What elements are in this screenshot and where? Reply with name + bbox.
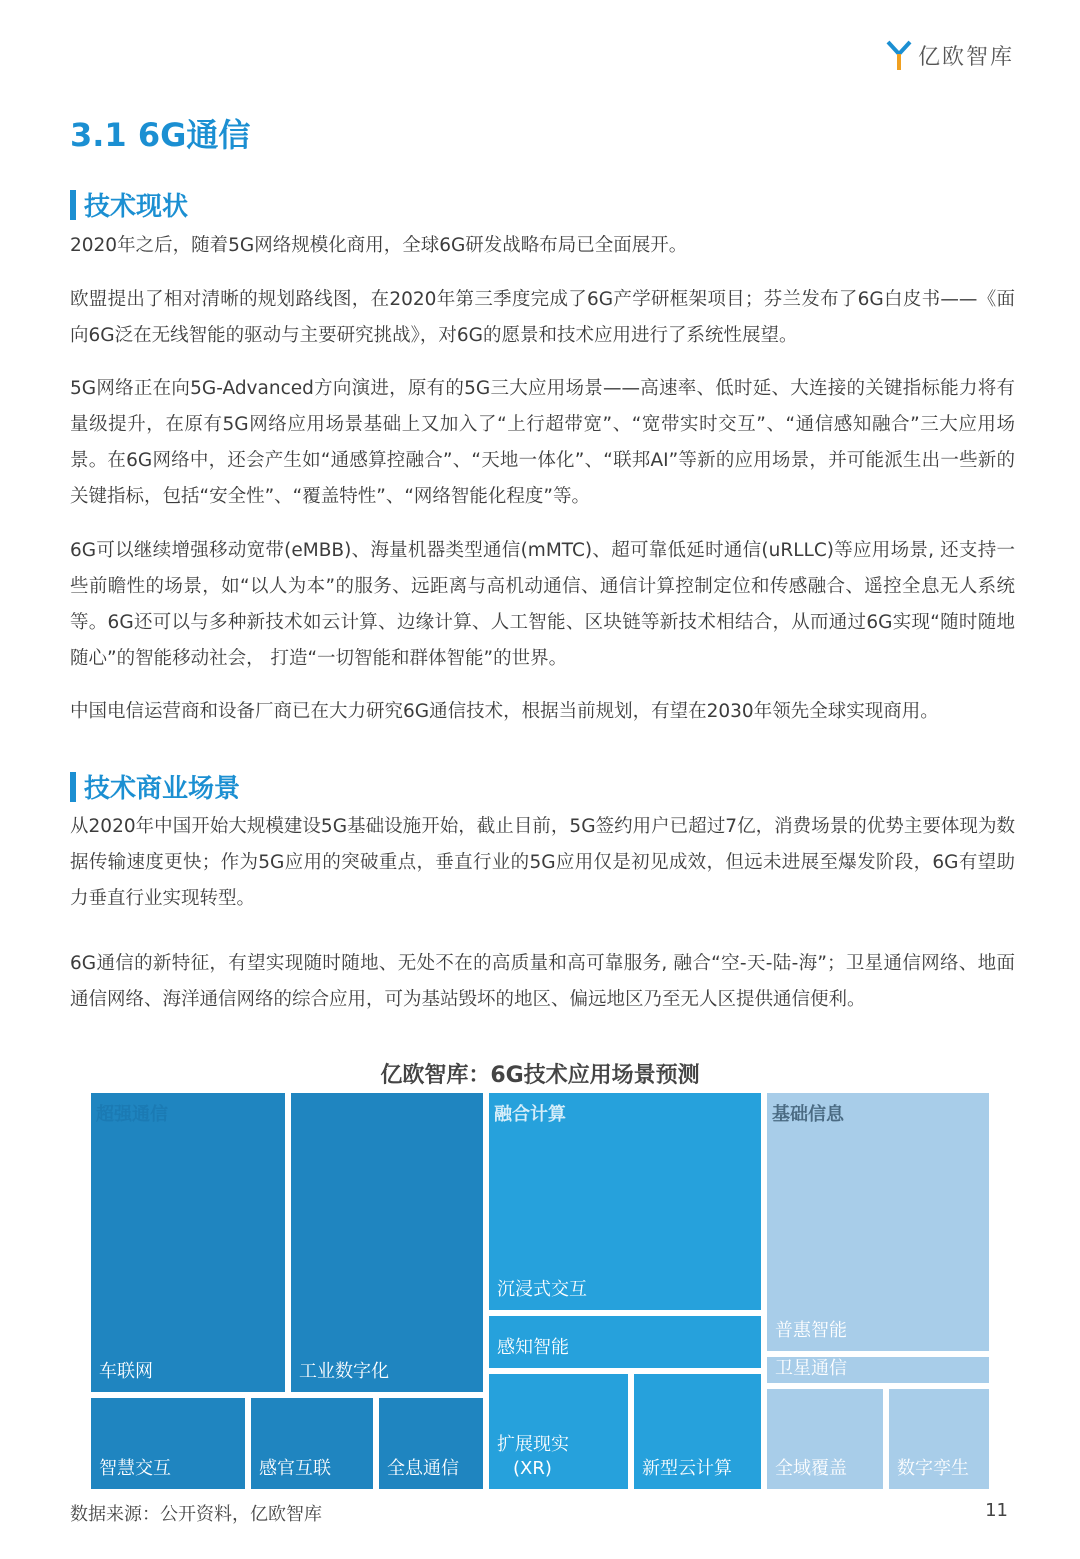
subheading-business-text: 技术商业场景 — [84, 774, 241, 804]
group-label-basic-info: 基础信息 — [772, 1104, 844, 1125]
cell-label-xr: (XR) — [513, 1458, 552, 1479]
chart-title: 亿欧智库：6G技术应用场景预测 — [380, 1063, 700, 1088]
cell-label: 感知智能 — [497, 1337, 569, 1358]
cell-label: 感官互联 — [259, 1458, 331, 1479]
group-label-fusion-computing: 融合计算 — [494, 1104, 566, 1125]
cell-label: 数字孪生 — [897, 1458, 969, 1479]
cell-label: 工业数字化 — [299, 1361, 389, 1382]
cell-label: 普惠智能 — [775, 1320, 847, 1341]
cell-inclusive-intelligence — [764, 1090, 992, 1354]
paragraph-1: 2020年之后，随着5G网络规模化商用，全球6G研发战略布局已全面展开。 — [70, 235, 688, 256]
cell-label: 智慧交互 — [99, 1458, 171, 1479]
group-label-super-comm: 超强通信 — [96, 1104, 168, 1125]
subheading-status-text: 技术现状 — [84, 192, 189, 222]
data-source: 数据来源：公开资料，亿欧智库 — [70, 1504, 322, 1525]
cell-digital-twin — [886, 1386, 992, 1492]
cell-industrial-digitalization — [288, 1090, 486, 1395]
brand-logo-icon — [886, 38, 912, 72]
cell-label: 卫星通信 — [775, 1358, 847, 1379]
paragraph-2: 欧盟提出了相对清晰的规划路线图，在2020年第三季度完成了6G产学研框架项目；芬兰发布了6G白皮书——《面向6G泛在无线智能的驱动与主要研究挑战》，对6G的愿景和技术应用进行了系统性展望。 — [70, 289, 1015, 346]
heading-bar — [70, 772, 76, 802]
treemap-chart — [88, 1090, 992, 1492]
cell-label: 车联网 — [99, 1361, 153, 1382]
subheading-business — [70, 768, 240, 805]
heading-bar — [70, 190, 76, 220]
cell-label: 新型云计算 — [642, 1458, 732, 1479]
cell-holographic-comm — [376, 1395, 486, 1492]
cell-full-coverage — [764, 1386, 886, 1492]
paragraph-7: 6G通信的新特征，有望实现随时随地、无处不在的高质量和高可靠服务, 融合“空-天-陆-海”；卫星通信网络、地面通信网络、海洋通信网络的综合应用，可为基站毁坏的地区、偏远地区乃至无人区提供通信便利。 — [70, 953, 1015, 1010]
cell-perception-intelligence — [486, 1313, 764, 1371]
cell-extended-reality — [486, 1371, 631, 1492]
brand-name: 亿欧智库 — [917, 44, 1014, 70]
paragraph-3: 5G网络正在向5G-Advanced方向演进，原有的5G三大应用场景——高速率、低时延、大连接的关键指标能力将有量级提升，在原有5G网络应用场景基础上又加入了“上行超带宽”、“宽带实时交互”、“通信感知融合”三大应用场景。在6G网络中，还会产生如“通感算控融合”、“天地一体化”、“联邦AI”等新的应用场景，并可能派生出一些新的关键指标，包括“安全性”、“覆盖特性”、“网络智能化程度”等。 — [70, 378, 1015, 507]
cell-label: 全息通信 — [387, 1458, 459, 1479]
paragraph-5: 中国电信运营商和设备厂商已在大力研究6G通信技术，根据当前规划，有望在2030年领先全球实现商用。 — [70, 701, 939, 722]
cell-label: 全域覆盖 — [775, 1458, 847, 1479]
subheading-status — [70, 186, 188, 223]
cell-satellite-comm — [764, 1354, 992, 1386]
cell-smart-interaction — [88, 1395, 248, 1492]
paragraph-4: 6G可以继续增强移动宽带(eMBB)、海量机器类型通信(mMTC)、超可靠低延时通信(uRLLC)等应用场景, 还支持一些前瞻性的场景，如“以人为本”的服务、远距离与高机动通信、通信计算控制定位和传感融合、遥控全息无人系统等。6G还可以与多种新技术如云计算、边缘计算、人工智能、区块链等新技术相结合，从而通过6G实现“随时随地随心”的智能移动社会， 打造“一切智能和群体智能”的世界。 — [70, 540, 1015, 669]
cell-sensory-interconnect — [248, 1395, 376, 1492]
cell-vehicle-network — [88, 1090, 288, 1395]
cell-new-cloud-computing — [631, 1371, 764, 1492]
cell-label: 扩展现实 — [497, 1434, 569, 1455]
paragraph-6: 从2020年中国开始大规模建设5G基础设施开始，截止目前，5G签约用户已超过7亿，消费场景的优势主要体现为数据传输速度更快；作为5G应用的突破重点，垂直行业的5G应用仅是初见成效，但远未进展至爆发阶段，6G有望助力垂直行业实现转型。 — [70, 816, 1015, 909]
cell-label: 沉浸式交互 — [497, 1279, 587, 1300]
page-number: 11 — [985, 1500, 1008, 1521]
section-title: 3.1 6G通信 — [70, 116, 251, 154]
brand-logo — [886, 38, 1014, 72]
